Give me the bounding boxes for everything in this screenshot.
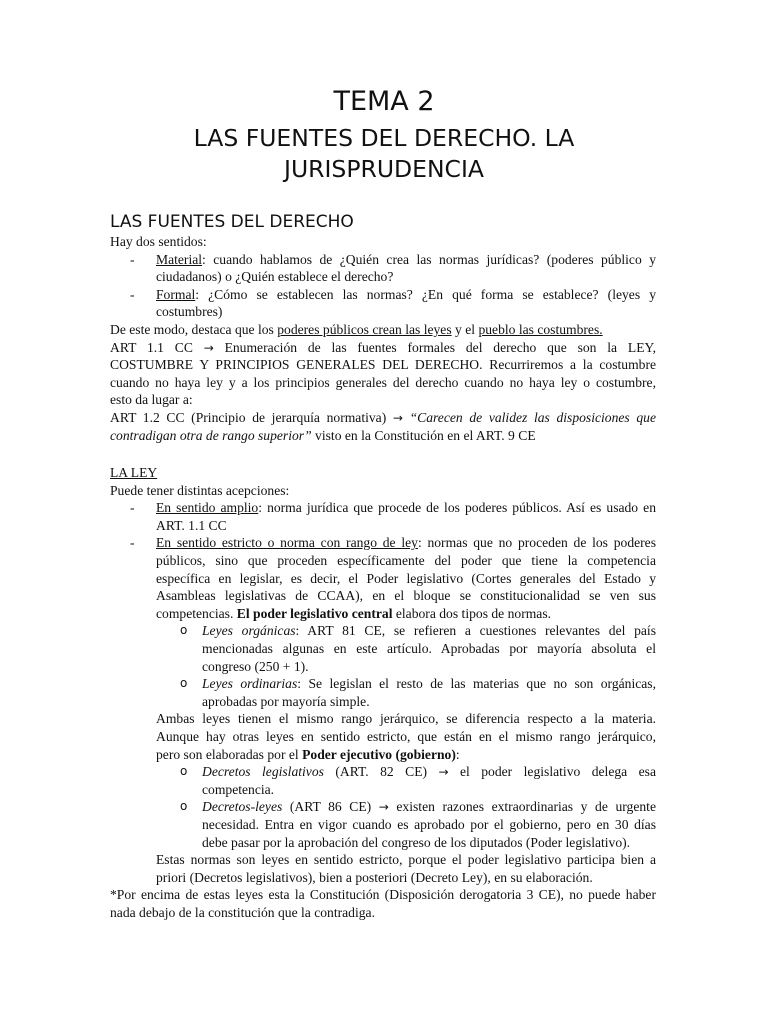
list-item-estricto-l5: competencias. El poder legislativo central elabora dos tipos de normas. (156, 605, 552, 621)
list-item-material-cont: ciudadanos) o ¿Quién establece el derecho? (156, 269, 394, 285)
sublist-item-decretos-legislativos: Decretos legislativos (ART. 82 CE) → el poder legislativo delega esa (202, 764, 657, 780)
arrow-icon: → (392, 411, 403, 425)
arrow-icon: → (438, 765, 449, 780)
paragraph-art12: ART 1.2 CC (Principio de jerarquía normativa) → “Carecen de validez las disposiciones que (110, 410, 656, 425)
sublist-item-organicas: Leyes orgánicas: ART 81 CE, se refieren a cuestiones relevantes del país (202, 623, 656, 639)
sublist-item-decretos-leyes-l3: debe pasar por la aprobación del congreso de los diputados (Poder legislativo). (202, 834, 631, 850)
list-item-estricto-l3: específica en legislar, es decir, el Poder legislativo (Cortes generales del Estado y (156, 570, 656, 586)
list-dash: - (130, 535, 135, 551)
paragraph-estas-normas: Estas normas son leyes en sentido estricto, porque el poder legislativo participa bien a (156, 852, 656, 868)
list-item-formal: Formal: ¿Cómo se establecen las normas? ¿En qué forma se establece? (leyes y (156, 286, 656, 302)
section-heading-fuentes: LAS FUENTES DEL DERECHO (110, 212, 354, 232)
list-item-material: Material: cuando hablamos de ¿Quién crea las normas jurídicas? (poderes público y (156, 251, 656, 267)
intro-text: Puede tener distintas acepciones: (110, 482, 290, 498)
paragraph-art11-line2: COSTUMBRE Y PRINCIPIOS GENERALES DEL DERECHO. Recurriremos a la costumbre (110, 357, 656, 373)
list-dash: - (130, 286, 135, 302)
sublist-item-decretos-leyes: Decretos-leyes (ART 86 CE) → existen razones extraordinarias y de urgente (202, 799, 656, 815)
section-ley-body (110, 464, 656, 934)
bullet-icon: o (180, 676, 188, 691)
sublist-item-decretos-legislativos-l2: competencia. (202, 781, 275, 797)
bullet-icon: o (180, 623, 188, 638)
paragraph-art11-line3: cuando no haya ley y a los principios generales del derecho cuando no haya ley o costumbre, (110, 374, 656, 390)
list-dash: - (130, 251, 135, 267)
list-item-estricto-l2: públicos, sino que proceden específicamente del poder que tiene la competencia (156, 553, 656, 568)
list-item-estricto: En sentido estricto o norma con rango de ley: normas que no proceden de los poderes (156, 535, 656, 551)
paragraph-destaca: De este modo, destaca que los poderes públicos crean las leyes y el pueblo las costumbres. (110, 322, 603, 337)
paragraph-ambas-l2: Aunque hay otras leyes en sentido estricto, que están en el mismo rango jerárquico, (156, 729, 656, 744)
list-item-formal-cont: costumbres) (156, 304, 223, 320)
sublist-item-organicas-l3: congreso (250 + 1). (202, 658, 309, 674)
page-subtitle: LAS FUENTES DEL DERECHO. LA JURISPRUDENCIA (193, 124, 575, 183)
arrow-icon: → (378, 800, 389, 815)
paragraph-ambas-l3: pero son elaboradas por el Poder ejecutivo (gobierno): (156, 746, 460, 762)
footnote-l2: nada debajo de la constitución que la contradiga. (110, 905, 375, 920)
sublist-item-ordinarias: Leyes ordinarias: Se legislan el resto de las materias que no son orgánicas, (202, 676, 656, 692)
paragraph-estas-normas-l2: priori (Decretos legislativos), bien a posteriori (Decreto Ley), en su elaboración. (156, 869, 593, 885)
sublist-item-organicas-l2: mencionadas algunas en este artículo. Aprobadas por mayoría absoluta el (202, 641, 656, 656)
list-item-estricto-l4: Asambleas legislativas de CCAA), en el bloque se constitucionalidad se ven sus (156, 588, 656, 604)
paragraph-ambas: Ambas leyes tienen el mismo rango jerárquico, se diferencia respecto a la materia. (156, 711, 656, 727)
sublist-item-ordinarias-l2: aprobadas por mayoría simple. (202, 693, 370, 709)
section-heading-ley: LA LEY (110, 465, 158, 480)
paragraph-art11-line4: esto da lugar a: (110, 392, 193, 408)
list-item-amplio-cont: ART. 1.1 CC (156, 517, 227, 533)
arrow-icon: → (203, 340, 214, 355)
page-title: TEMA 2 (333, 86, 435, 117)
list-dash: - (130, 500, 135, 516)
section-fuentes-body (110, 233, 656, 448)
paragraph-art12-line2: contradigan otra de rango superior” visto en la Constitución en el ART. 9 CE (110, 427, 536, 443)
intro-text: Hay dos sentidos: (110, 234, 207, 249)
footnote: *Por encima de estas leyes esta la Constitución (Disposición derogatoria 3 CE), no puede haber (110, 887, 656, 903)
bullet-icon: o (180, 799, 188, 814)
paragraph-art11: ART 1.1 CC → Enumeración de las fuentes formales del derecho que son la LEY, (110, 339, 656, 355)
bullet-icon: o (180, 764, 188, 779)
list-item-amplio: En sentido amplio: norma jurídica que procede de los poderes públicos. Así es usado en (156, 500, 656, 516)
sublist-item-decretos-leyes-l2: necesidad. Entra en vigor cuando es aprobado por el gobierno, pero en 30 días (202, 817, 656, 832)
